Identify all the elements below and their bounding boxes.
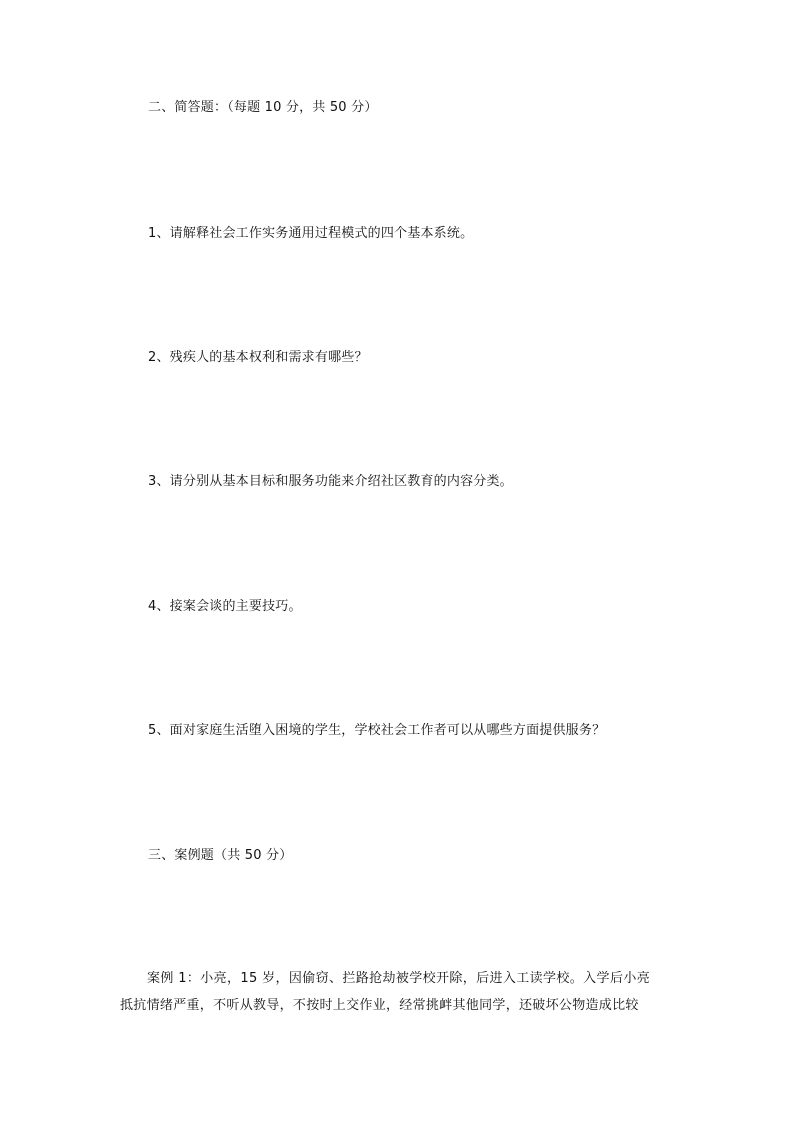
case-paragraph: 案例 1：小亮，15 岁，因偷窃、拦路抢劫被学校开除，后进入工读学校。入学后小亮抵抗情绪严重，不听从教导，不按时上交作业，经常挑衅其他同学，还破坏公物造成比较: [120, 971, 650, 1013]
case-heading: 三、案例题（共 50 分）: [148, 848, 293, 863]
question-3: 3、请分别从基本目标和服务功能来介绍社区教育的内容分类。: [148, 474, 513, 489]
question-2: 2、残疾人的基本权利和需求有哪些？: [148, 350, 368, 365]
question-4: 4、接案会谈的主要技巧。: [148, 599, 302, 614]
short-answer-heading: 二、简答题：（每题 10 分，共 50 分）: [148, 100, 378, 115]
question-1: 1、请解释社会工作实务通用过程模式的四个基本系统。: [148, 226, 474, 241]
question-5: 5、面对家庭生活堕入困境的学生，学校社会工作者可以从哪些方面提供服务？: [148, 723, 606, 738]
